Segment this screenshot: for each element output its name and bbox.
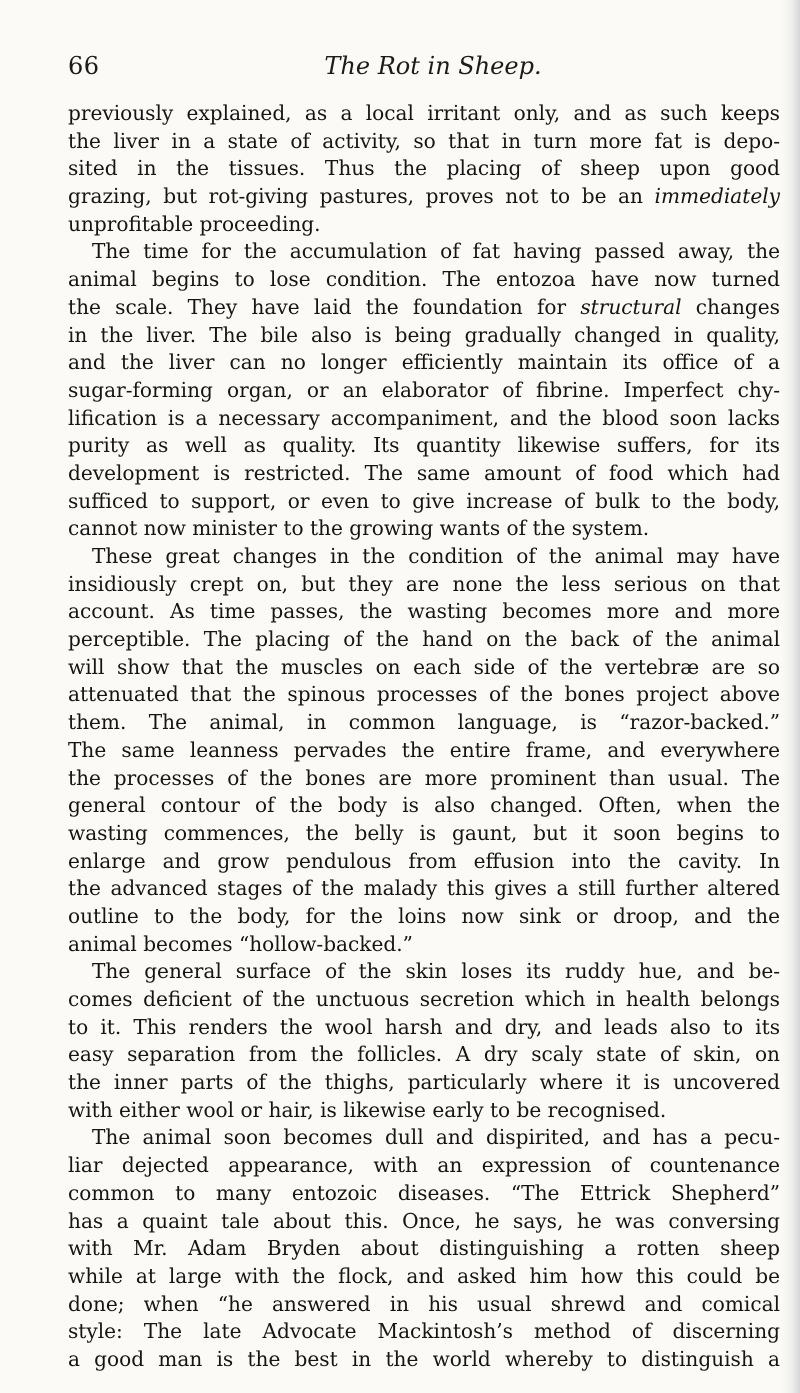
text-segment: The general surface of the skin loses its ruddy hue, and be- xyxy=(92,959,780,984)
text-segment: comes deficient of the unctuous secretion which in health belongs xyxy=(68,987,780,1011)
text-line xyxy=(68,1235,780,1263)
text-line xyxy=(68,820,780,848)
text-line xyxy=(68,543,780,571)
text-segment: liar dejected appearance, with an expression of countenance xyxy=(68,1153,780,1178)
text-line xyxy=(68,875,780,903)
text-line xyxy=(68,1041,780,1069)
text-segment: sited in the tissues. Thus the placing of sheep upon good xyxy=(68,156,780,181)
text-segment: in the liver. The bile also is being gradually changed in quality, xyxy=(68,322,780,347)
text-segment: attenuated that the spinous processes of the bones project above xyxy=(68,682,780,707)
text-line xyxy=(68,1097,780,1125)
text-line xyxy=(68,1318,780,1346)
text-segment: the inner parts of the thighs, particularly where it is uncovered xyxy=(68,1070,780,1095)
text-line xyxy=(68,626,780,654)
text-segment: them. The animal, in common language, is “razor-backed.” xyxy=(68,710,780,735)
text-line xyxy=(68,1014,780,1042)
text-segment: sufficed to support, or even to give increase of bulk to the body, xyxy=(68,488,780,513)
text-line xyxy=(68,128,780,156)
text-segment: to it. This renders the wool harsh and dry, and leads also to its xyxy=(68,1014,780,1039)
text-segment: wasting commences, the belly is gaunt, but it soon begins to xyxy=(68,820,780,845)
text-line xyxy=(68,1291,780,1319)
text-segment: account. As time passes, the wasting becomes more and more xyxy=(68,599,780,624)
text-line xyxy=(68,765,780,793)
text-line xyxy=(68,322,780,350)
text-segment: style: The late Advocate Mackintosh’s method of discerning xyxy=(68,1319,780,1344)
text-line xyxy=(68,681,780,709)
text-line xyxy=(68,1263,780,1291)
running-title: The Rot in Sheep. xyxy=(324,52,542,80)
text-segment: insidiously crept on, but they are none the less serious on that xyxy=(68,571,780,596)
running-head xyxy=(68,52,774,82)
text-segment: and the liver can no longer efficiently maintain its office of a xyxy=(68,350,780,375)
text-line xyxy=(68,598,780,626)
text-segment: animal begins to lose condition. The entozoa have now turned xyxy=(68,267,780,292)
text-line xyxy=(68,1346,780,1374)
text-line xyxy=(68,737,780,765)
text-segment: changes xyxy=(681,294,780,319)
text-segment: has a quaint tale about this. Once, he says, he was conversing xyxy=(68,1208,780,1233)
text-segment: easy separation from the follicles. A dry scaly state of skin, on xyxy=(68,1042,780,1067)
text-segment: enlarge and grow pendulous from effusion into the cavity. In xyxy=(68,848,780,873)
text-line xyxy=(68,571,780,599)
text-line xyxy=(68,1124,780,1152)
text-line xyxy=(68,709,780,737)
text-line xyxy=(68,238,780,266)
text-segment: lification is a necessary accompaniment, and the blood soon lacks xyxy=(68,405,780,430)
text-segment: sugar-forming organ, or an elaborator of fibrine. Imperfect chy- xyxy=(68,377,780,402)
text-line xyxy=(68,654,780,682)
text-segment: with Mr. Adam Bryden about distinguishing a rotten sheep xyxy=(68,1236,780,1261)
text-segment: the processes of the bones are more prominent than usual. The xyxy=(68,765,780,790)
text-segment: development is restricted. The same amount of food which had xyxy=(68,460,780,485)
text-segment: The animal soon becomes dull and dispirited, and has a pecu- xyxy=(92,1125,780,1150)
text-line xyxy=(68,515,780,543)
text-line xyxy=(68,183,780,211)
body-text xyxy=(68,100,780,1374)
text-segment: perceptible. The placing of the hand on the back of the animal xyxy=(68,627,780,652)
text-segment: grazing, but rot-giving pastures, proves not to be an xyxy=(68,184,655,209)
text-line xyxy=(68,1208,780,1236)
text-segment: will show that the muscles on each side of the vertebræ are so xyxy=(68,654,780,679)
text-line xyxy=(68,432,780,460)
text-segment: The same leanness pervades the entire frame, and everywhere xyxy=(68,737,780,762)
text-line xyxy=(68,1180,780,1208)
text-segment: cannot now minister to the growing wants of the system. xyxy=(68,516,650,541)
text-segment: done; when “he answered in his usual shrewd and comical xyxy=(68,1291,780,1316)
text-segment: the scale. They have laid the foundation for xyxy=(68,294,581,319)
text-line xyxy=(68,958,780,986)
page-number: 66 xyxy=(68,52,100,80)
text-line xyxy=(68,848,780,876)
text-line xyxy=(68,460,780,488)
text-line xyxy=(68,377,780,405)
italic-text: immediately xyxy=(654,184,780,209)
text-line xyxy=(68,349,780,377)
italic-text: structural xyxy=(580,294,682,319)
text-line xyxy=(68,1069,780,1097)
text-line xyxy=(68,100,780,128)
page-edge-shadow xyxy=(782,0,800,1393)
text-line xyxy=(68,405,780,433)
text-line xyxy=(68,211,780,239)
text-segment: These great changes in the condition of the animal may have xyxy=(92,544,780,568)
text-line xyxy=(68,792,780,820)
text-line xyxy=(68,294,780,322)
text-line xyxy=(68,986,780,1014)
text-segment: the liver in a state of activity, so that in turn more fat is depo- xyxy=(68,128,780,153)
text-line xyxy=(68,931,780,959)
text-segment: previously explained, as a local irritant only, and as such keeps xyxy=(68,101,780,125)
text-segment: with either wool or hair, is likewise early to be recognised. xyxy=(68,1097,667,1122)
text-line xyxy=(68,1152,780,1180)
text-segment: animal becomes “hollow-backed.” xyxy=(68,931,413,956)
text-segment: while at large with the flock, and asked him how this could be xyxy=(68,1263,780,1288)
text-segment: unprofitable proceeding. xyxy=(68,211,321,236)
text-segment: outline to the body, for the loins now sink or droop, and the xyxy=(68,903,780,928)
text-line xyxy=(68,266,780,294)
text-segment: a good man is the best in the world whereby to distinguish a xyxy=(68,1346,780,1371)
text-segment: common to many entozoic diseases. “The Ettrick Shepherd” xyxy=(68,1180,780,1205)
text-line xyxy=(68,903,780,931)
text-segment: purity as well as quality. Its quantity likewise suffers, for its xyxy=(68,433,780,458)
text-segment: the advanced stages of the malady this gives a still further altered xyxy=(68,876,780,901)
text-line xyxy=(68,488,780,516)
text-segment: The time for the accumulation of fat having passed away, the xyxy=(92,239,780,264)
text-line xyxy=(68,155,780,183)
text-segment: general contour of the body is also changed. Often, when the xyxy=(68,793,780,818)
